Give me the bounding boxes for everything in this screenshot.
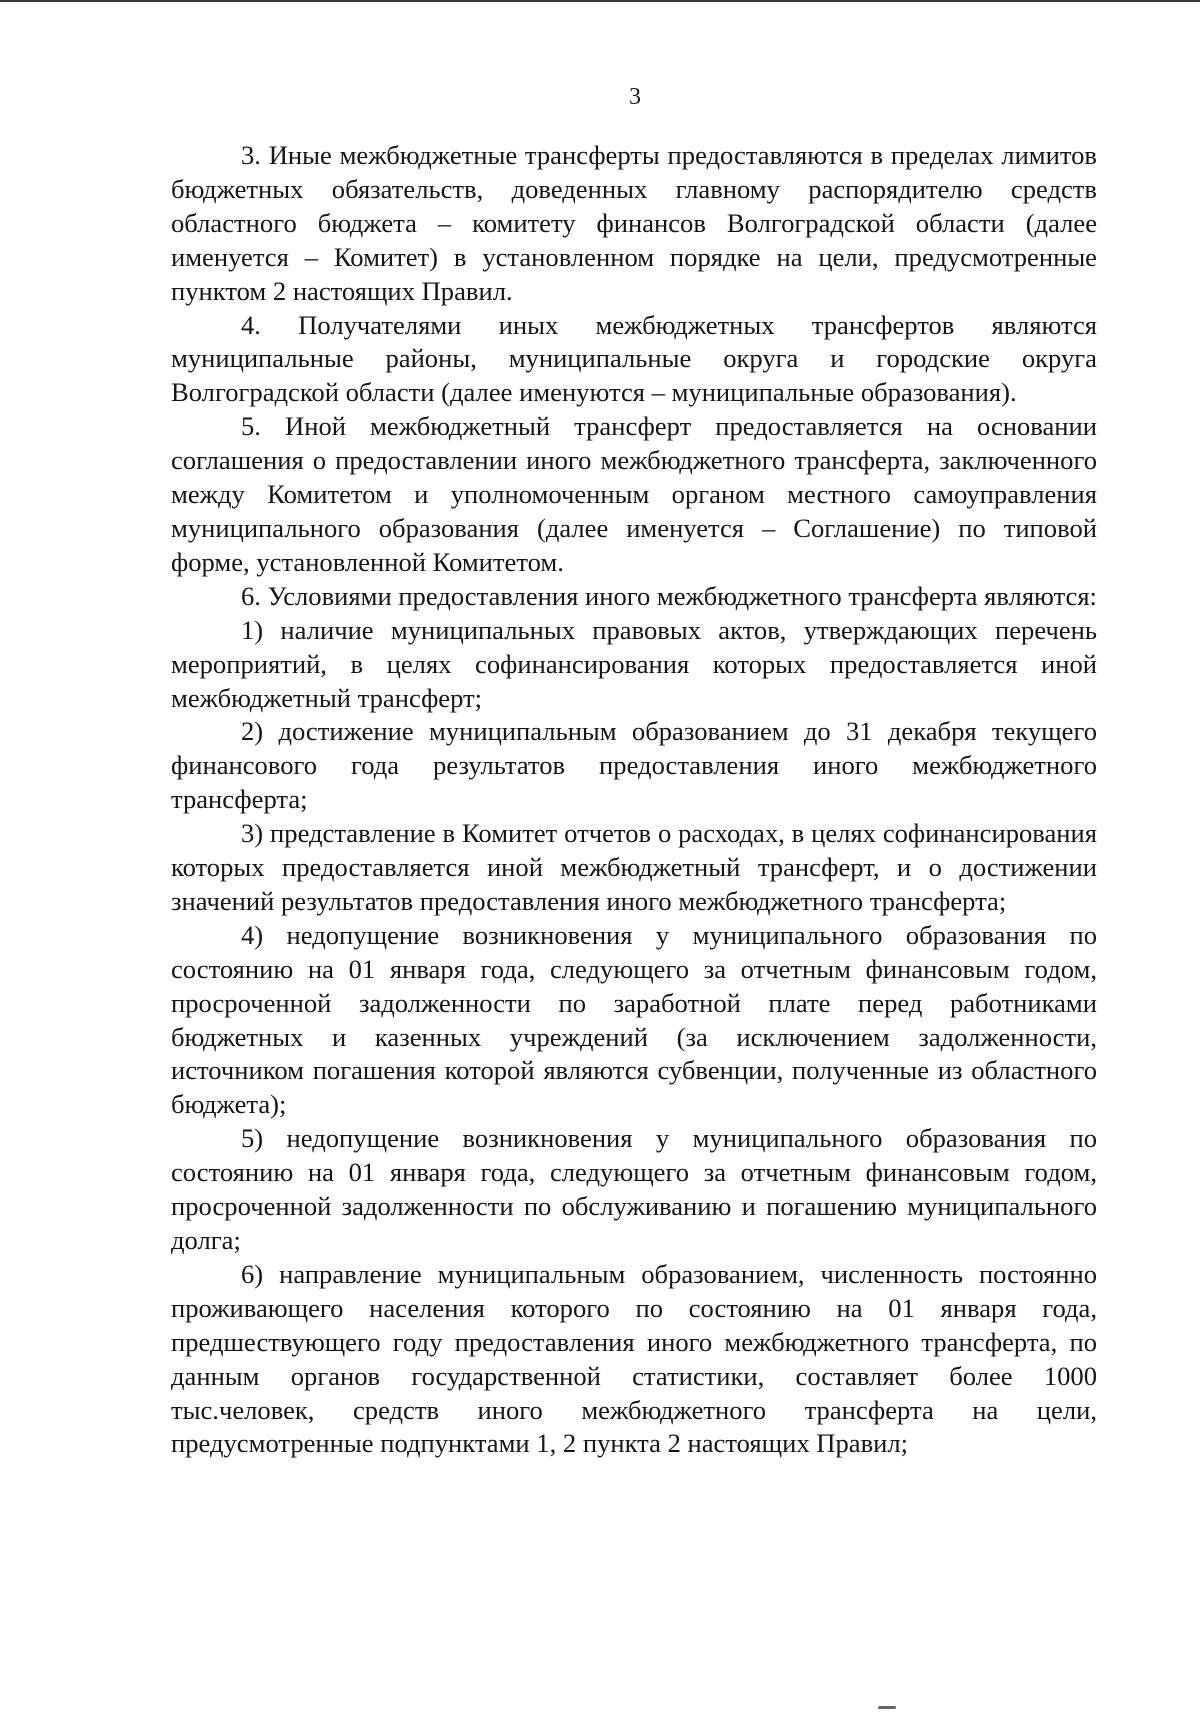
paragraph-item-4: 4. Получателями иных межбюджетных трансфертов являются муниципальные районы, муниципальные округа и городские округа Волгоградской области (далее именуются – муниципальные образования). [171,309,1097,408]
paragraph-item-6: 6. Условиями предоставления иного межбюджетного трансферта являются: [241,580,1097,611]
scan-artifact [878,1706,896,1709]
subparagraph-2: 2) достижение муниципальным образованием до 31 декабря текущего финансового года результатов предоставления иного межбюджетного трансферта; [171,716,1097,815]
paragraph-item-5: 5. Иной межбюджетный трансферт предоставляется на основании соглашения о предоставлении иного межбюджетного трансферта, заключенного между Комитетом и уполномоченным органом местного самоуправления муниципального образования (далее именуется – Соглашение) по типовой форме, установленной Комитетом. [171,411,1097,577]
page-number: 3 [629,84,641,110]
document-body [171,139,1097,1461]
subparagraph-4: 4) недопущение возникновения у муниципального образования по состоянию на 01 января года, следующего за отчетным финансовым годом, просроченной задолженности по заработной плате перед работниками бюджетных и казенных учреждений (за исключением задолженности, источником погашения которой являются субвенции, полученные из областного бюджета); [171,919,1097,1120]
paragraph-item-3: 3. Иные межбюджетные трансферты предоставляются в пределах лимитов бюджетных обязательств, доведенных главному распорядителю средств областного бюджета – комитету финансов Волгоградской области (далее именуется – Комитет) в установленном порядке на цели, предусмотренные пунктом 2 настоящих Правил. [171,140,1097,306]
subparagraph-6: 6) направление муниципальным образованием, численность постоянно проживающего населения которого по состоянию на 01 января года, предшествующего году предоставления иного межбюджетного трансферта, по данным органов государственной статистики, составляет более 1000 тыс.человек, средств иного межбюджетного трансферта на цели, предусмотренные подпунктами 1, 2 пункта 2 настоящих Правил; [171,1258,1097,1459]
subparagraph-5: 5) недопущение возникновения у муниципального образования по состоянию на 01 января года, следующего за отчетным финансовым годом, просроченной задолженности по обслуживанию и погашению муниципального долга; [171,1123,1097,1255]
scan-top-border [0,0,1200,2]
subparagraph-3: 3) представление в Комитет отчетов о расходах, в целях софинансирования которых предоставляется иной межбюджетный трансферт, и о достижении значений результатов предоставления иного межбюджетного трансферта; [171,818,1097,916]
subparagraph-1: 1) наличие муниципальных правовых актов, утверждающих перечень мероприятий, в целях софинансирования которых предоставляется иной межбюджетный трансферт; [171,614,1097,713]
